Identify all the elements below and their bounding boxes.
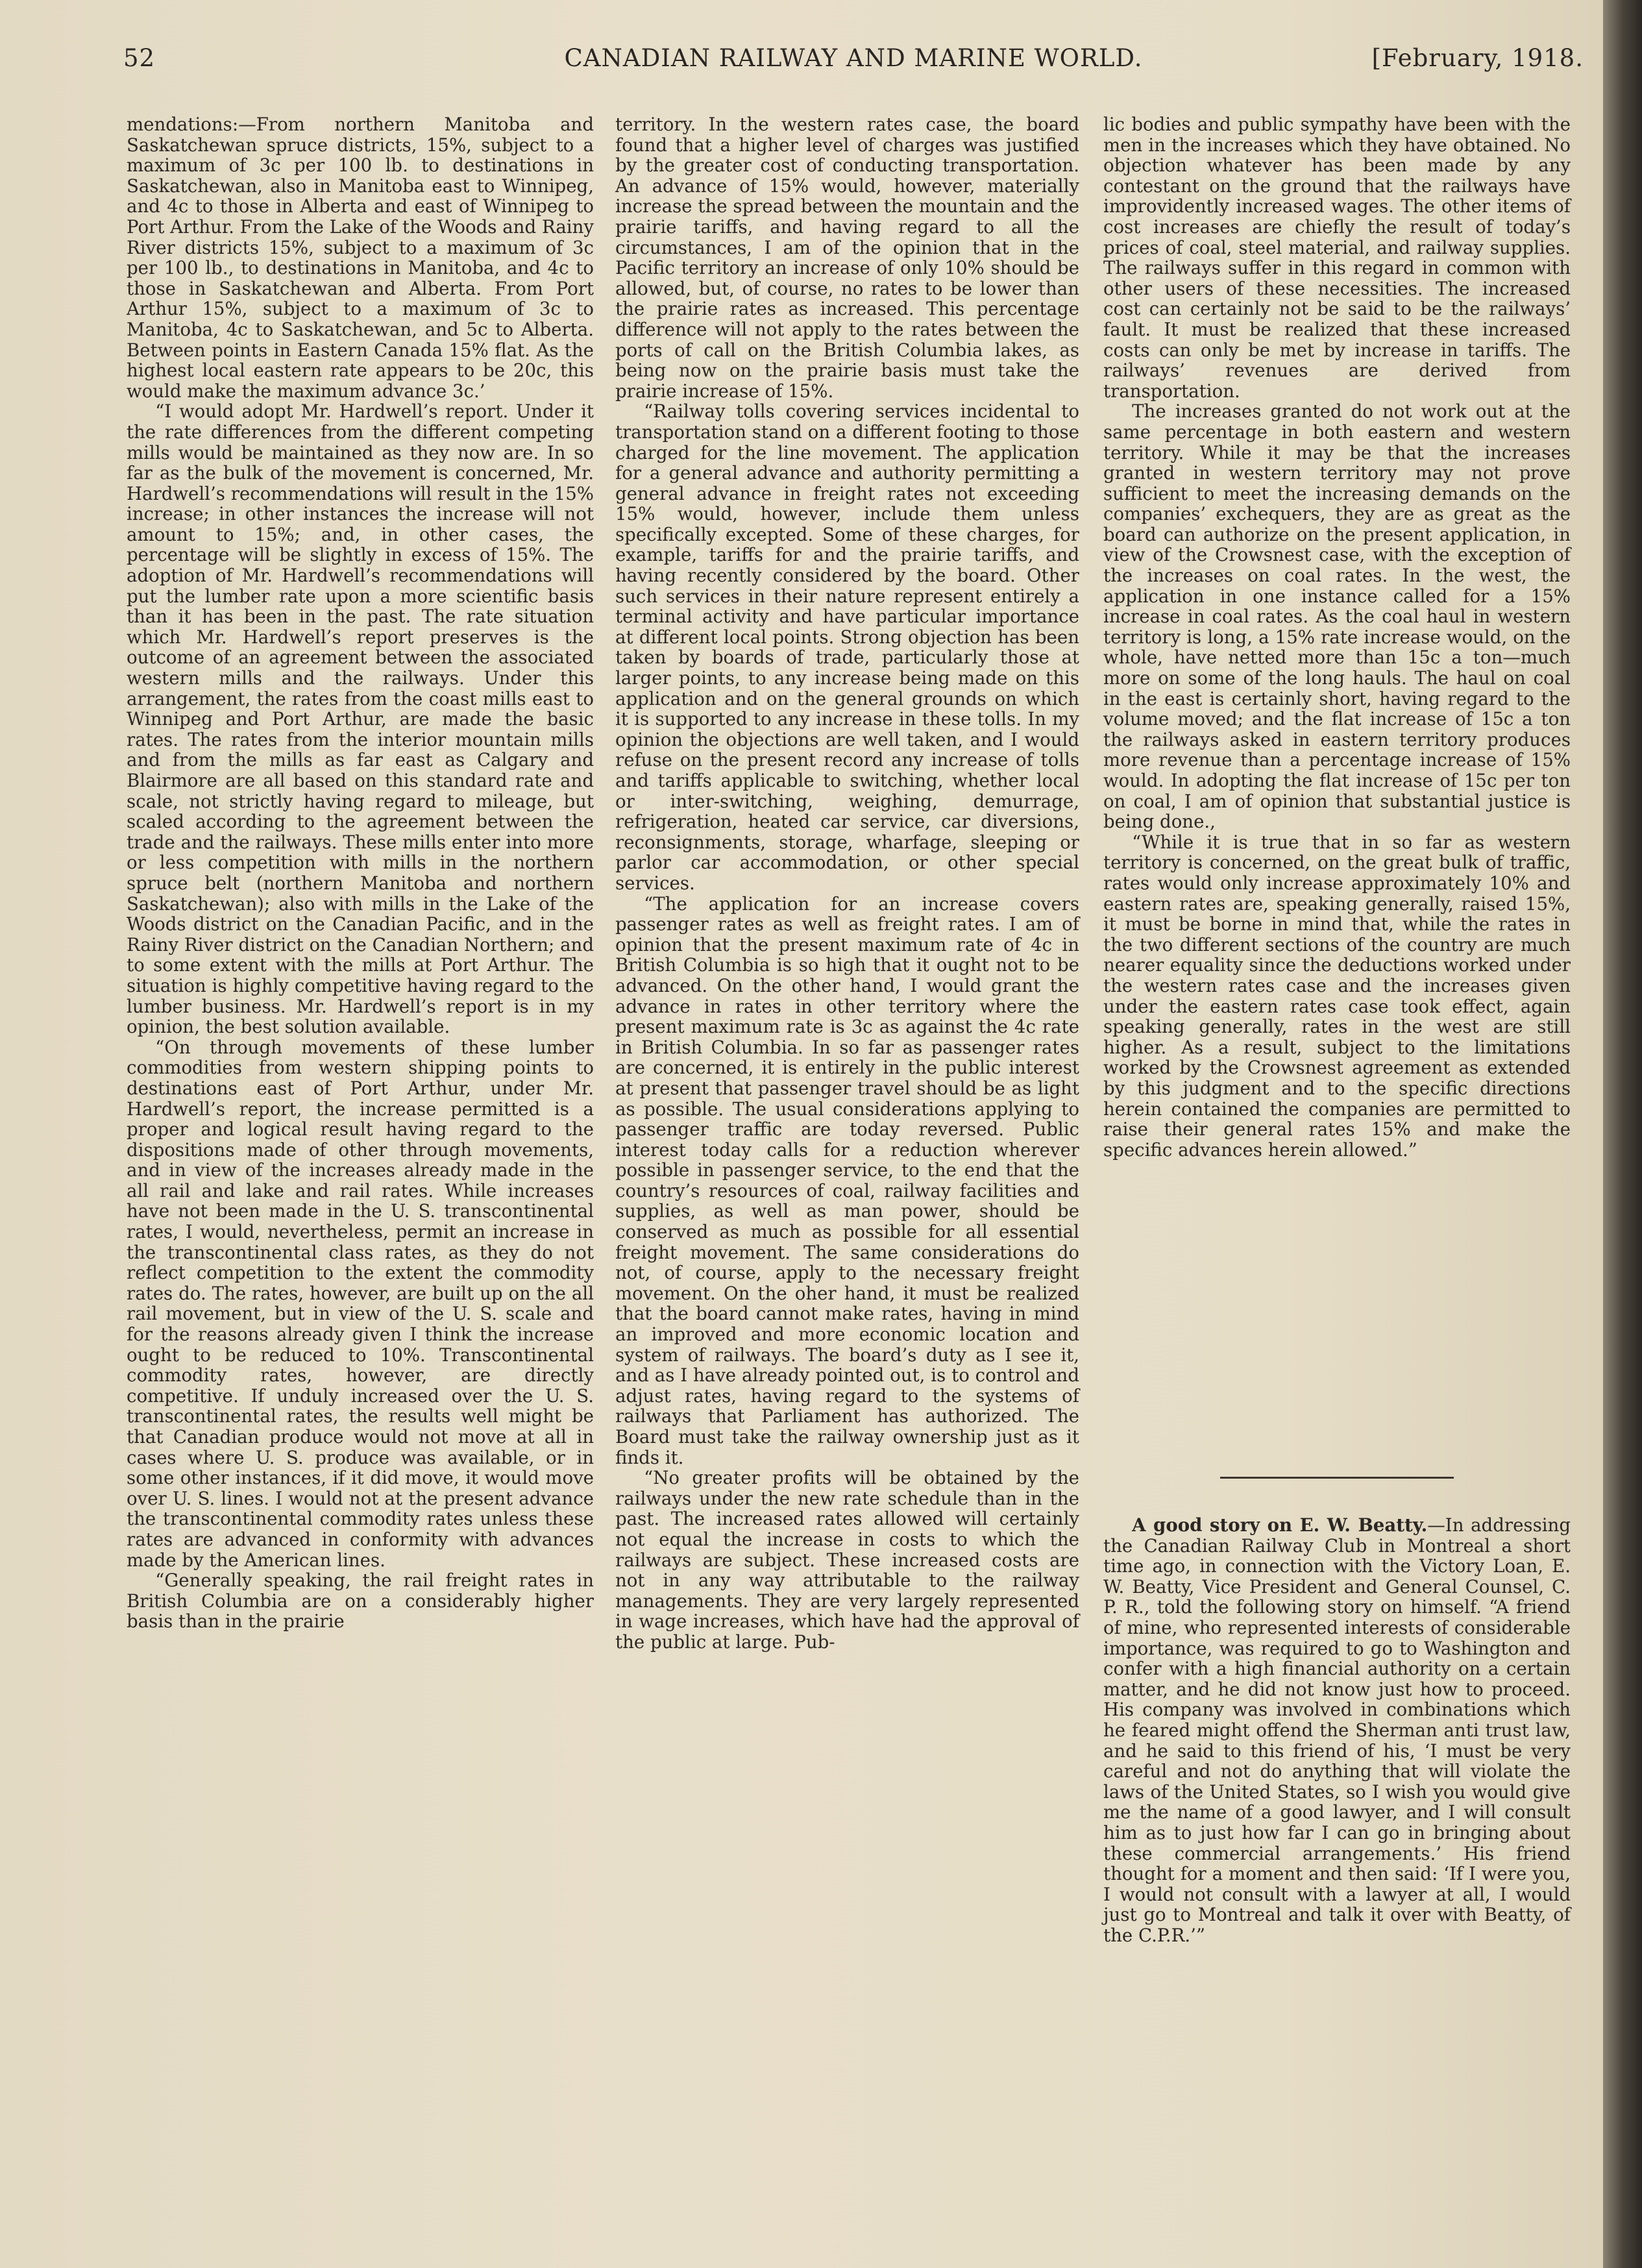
paragraph: “Generally speaking, the rail freight rates in British Columbia are on a considerably higher basis than in the prairie — [127, 1570, 594, 1633]
paragraph: “No greater profits will be obtained by the railways under the new rate schedule than in the past. The increased rates allowed will certainly not equal the increase in costs to which the railways are subject. These increased costs are not in any way attributable to the railway managements. They are very largely represented in wage increases, which have had the approval of the public at large. Pub- — [615, 1467, 1079, 1653]
paragraph: lic bodies and public sympathy have been with the men in the increases which they have obtained. No objection whatever has been made by any contestant on the ground that the railways have improvidently increased wages. The other items of cost increases are chiefly the result of today’s prices of coal, steel material, and railway supplies. The railways suffer in this regard in common with other users of these necessities. The increased cost can certainly not be said to be the railways’ fault. It must be realized that these increased costs can only be met by increase in tariffs. The railways’ revenues are derived from transportation. — [1103, 114, 1571, 402]
article-column-3 — [1103, 114, 1571, 1160]
section-divider — [1220, 1477, 1454, 1479]
page-number: 52 — [123, 44, 156, 72]
story-body: —In addressing the Canadian Railway Club in Montreal a short time ago, in connection with the Victory Loan, E. W. Beatty, Vice President and General Counsel, C. P. R., told the following story on himself. “A friend of mine, who represented interests of considerable importance, was required to go to Washington and confer with a high financial authority on a certain matter, and he did not know just how to proceed. His company was involved in combinations which he feared might offend the Sherman anti trust law, and he said to this friend of his, ‘I must be very careful and not do anything that will violate the laws of the United States, so I wish you would give me the name of a good lawyer, and I will consult him as to just how far I can go in bringing about these commercial arrangements.’ His friend thought for a moment and then said: ‘If I were you, I would not consult with a lawyer at all, I would just go to Montreal and talk it over with Beatty, of the C.P.R.’” — [1103, 1514, 1571, 1946]
paragraph: “While it is true that in so far as western territory is concerned, on the great bulk of traffic, rates would only increase approximately 10% and eastern rates are, speaking generally, raised 15%, it must be borne in mind that, while the rates in the two different sections of the country are much nearer equality since the deductions worked under the western rates case and the increases given under the eastern rates case took effect, again speaking generally, rates in the west are still higher. As a result, subject to the limitations worked by the Crowsnest agreement as extended by this judgment and to the specific directions herein contained the companies are permitted to raise their general rates 15% and make the specific advances herein allowed.” — [1103, 831, 1571, 1161]
paragraph: The increases granted do not work out at the same percentage in both eastern and western territory. While it may be that the increases granted in western territory may not prove sufficient to meet the increasing demands on the companies’ exchequers, they are as great as the board can authorize on the present application, in view of the Crowsnest case, with the exception of the increases on coal rates. In the west, the application in one instance called for a 15% increase in coal rates. As the coal haul in western territory is long, a 15% rate increase would, on the whole, have netted more than 15c a ton—much more on some of the long hauls. The haul on coal in the east is certainly short, having regard to the volume moved; and the flat increase of 15c a ton the railways asked in eastern territory produces more revenue than a percentage increase of 15% would. In adopting the flat increase of 15c per ton on coal, I am of opinion that substantial justice is being done., — [1103, 401, 1571, 833]
article-column-1 — [127, 114, 594, 1632]
paragraph: territory. In the western rates case, the board found that a higher level of charges was justified by the greater cost of conducting transportation. An advance of 15% would, however, materially increase the spread between the mountain and the prairie tariffs, and having regard to all the circumstances, I am of the opinion that in the Pacific territory an increase of only 10% should be allowed, but, of course, no rates to be lower than the prairie rates as increased. This percentage difference will not apply to the rates between the ports of call on the British Columbia lakes, as being now on the prairie basis must take the prairie increase of 15%. — [615, 114, 1079, 402]
issue-date: [February, 1918. — [1371, 44, 1584, 72]
paragraph: mendations:—From northern Manitoba and Saskatchewan spruce districts, 15%, subject to a maximum of 3c per 100 lb. to destinations in Saskatchewan, also in Manitoba east to Winnipeg, and 4c to those in Alberta and east of Winnipeg to Port Arthur. From the Lake of the Woods and Rainy River districts 15%, subject to a maximum of 3c per 100 lb., to destinations in Manitoba, and 4c to those in Saskatchewan and Alberta. From Port Arthur 15%, subject to a maximum of 3c to Manitoba, 4c to Saskatchewan, and 5c to Alberta. Between points in Eastern Canada 15% flat. As the highest local eastern rate appears to be 20c, this would make the maximum advance 3c.’ — [127, 114, 594, 402]
beatty-story — [1103, 1515, 1571, 1945]
paragraph: “The application for an increase covers passenger rates as well as freight rates. I am of opinion that the present maximum rate of 4c in British Columbia is so high that it ought not to be advanced. On the other hand, I would grant the advance in rates in other territory where the present maximum rate is 3c as against the 4c rate in British Columbia. In so far as passenger rates are concerned, it is entirely in the public interest at present that passenger travel should be as light as possible. The usual considerations applying to passenger traffic are today reversed. Public interest today calls for a reduction wherever possible in passenger service, to the end that the country’s resources of coal, railway facilities and supplies, as well as man power, should be conserved as much as possible for all essential freight movement. The same considerations do not, of course, apply to the necessary freight movement. On the oher hand, it must be realized that the board cannot make rates, having in mind an improved and more economic location and system of railways. The board’s duty as I see it, and as I have already pointed out, is to control and adjust rates, having regard to the systems of railways that Parliament has authorized. The Board must take the railway ownership just as it finds it. — [615, 893, 1079, 1468]
paragraph: “Railway tolls covering services incidental to transportation stand on a different footing to those charged for the line movement. The application for a general advance and authority permitting a general advance in freight rates not exceeding 15% would, however, include them unless specifically excepted. Some of these charges, for example, tariffs for and the prairie tariffs, and having recently considered by the board. Other such services in their nature represent entirely a terminal activity and have particular importance at different local points. Strong objection has been taken by boards of trade, particularly those at larger points, to any increase being made on this application and on the general grounds on which it is supported to any increase in these tolls. In my opinion the objections are well taken, and I would refuse on the present record any increase of tolls and tariffs applicable to switching, whether local or inter-switching, weighing, demurrage, refrigeration, heated car service, car diversions, reconsignments, storage, wharfage, sleeping or parlor car accommodation, or other special services. — [615, 401, 1079, 894]
publication-title: CANADIAN RAILWAY AND MARINE WORLD. — [564, 44, 1143, 72]
page-header — [123, 44, 1584, 83]
paragraph: “I would adopt Mr. Hardwell’s report. Under it the rate differences from the different competing mills would be maintained as they now are. In so far as the bulk of the movement is concerned, Mr. Hardwell’s recommendations will result in the 15% increase; in other instances the increase will not amount to 15%; and, in other cases, the percentage will be slightly in excess of 15%. The adoption of Mr. Hardwell’s recommendations will put the lumber rate upon a more scientific basis than it has been in the past. The rate situation which Mr. Hardwell’s report preserves is the outcome of an agreement between the associated western mills and the railways. Under this arrangement, the rates from the coast mills east to Winnipeg and Port Arthur, are made the basic rates. The rates from the interior mountain mills and from the mills as far east as Calgary and Blairmore are all based on this standard rate and scale, not strictly having regard to mileage, but scaled according to the agreement between the trade and the railways. These mills enter into more or less competition with mills in the northern spruce belt (northern Manitoba and northern Saskatchewan); also with mills in the Lake of the Woods district on the Canadian Pacific, and in the Rainy River district on the Canadian Northern; and to some extent with the mills at Port Arthur. The situation is highly competitive having regard to the lumber business. Mr. Hardwell’s report is in my opinion, the best solution available. — [127, 401, 594, 1038]
page-binding-edge — [1603, 0, 1642, 2268]
story-heading: A good story on E. W. Beatty. — [1132, 1514, 1428, 1536]
article-column-2 — [615, 114, 1079, 1653]
paragraph: “On through movements of these lumber commodities from western shipping points to destinations east of Port Arthur, under Mr. Hardwell’s report, the increase permitted is a proper and logical result having regard to the dispositions made of other through movements, and in view of the increases already made in the all rail and lake and rail rates. While increases have not been made in the U. S. transcontinental rates, I would, nevertheless, permit an increase in the transcontinental class rates, as they do not reflect competition to the extent the commodity rates do. The rates, however, are built up on the all rail movement, but in view of the U. S. scale and for the reasons already given I think the increase ought to be reduced to 10%. Transcontinental commodity rates, however, are directly competitive. If unduly increased over the U. S. transcontinental rates, the results well might be that Canadian produce would not move at all in cases where U. S. produce was available, or in some other instances, if it did move, it would move over U. S. lines. I would not at the present advance the transcontinental commodity rates unless these rates are advanced in conformity with advances made by the American lines. — [127, 1036, 594, 1571]
